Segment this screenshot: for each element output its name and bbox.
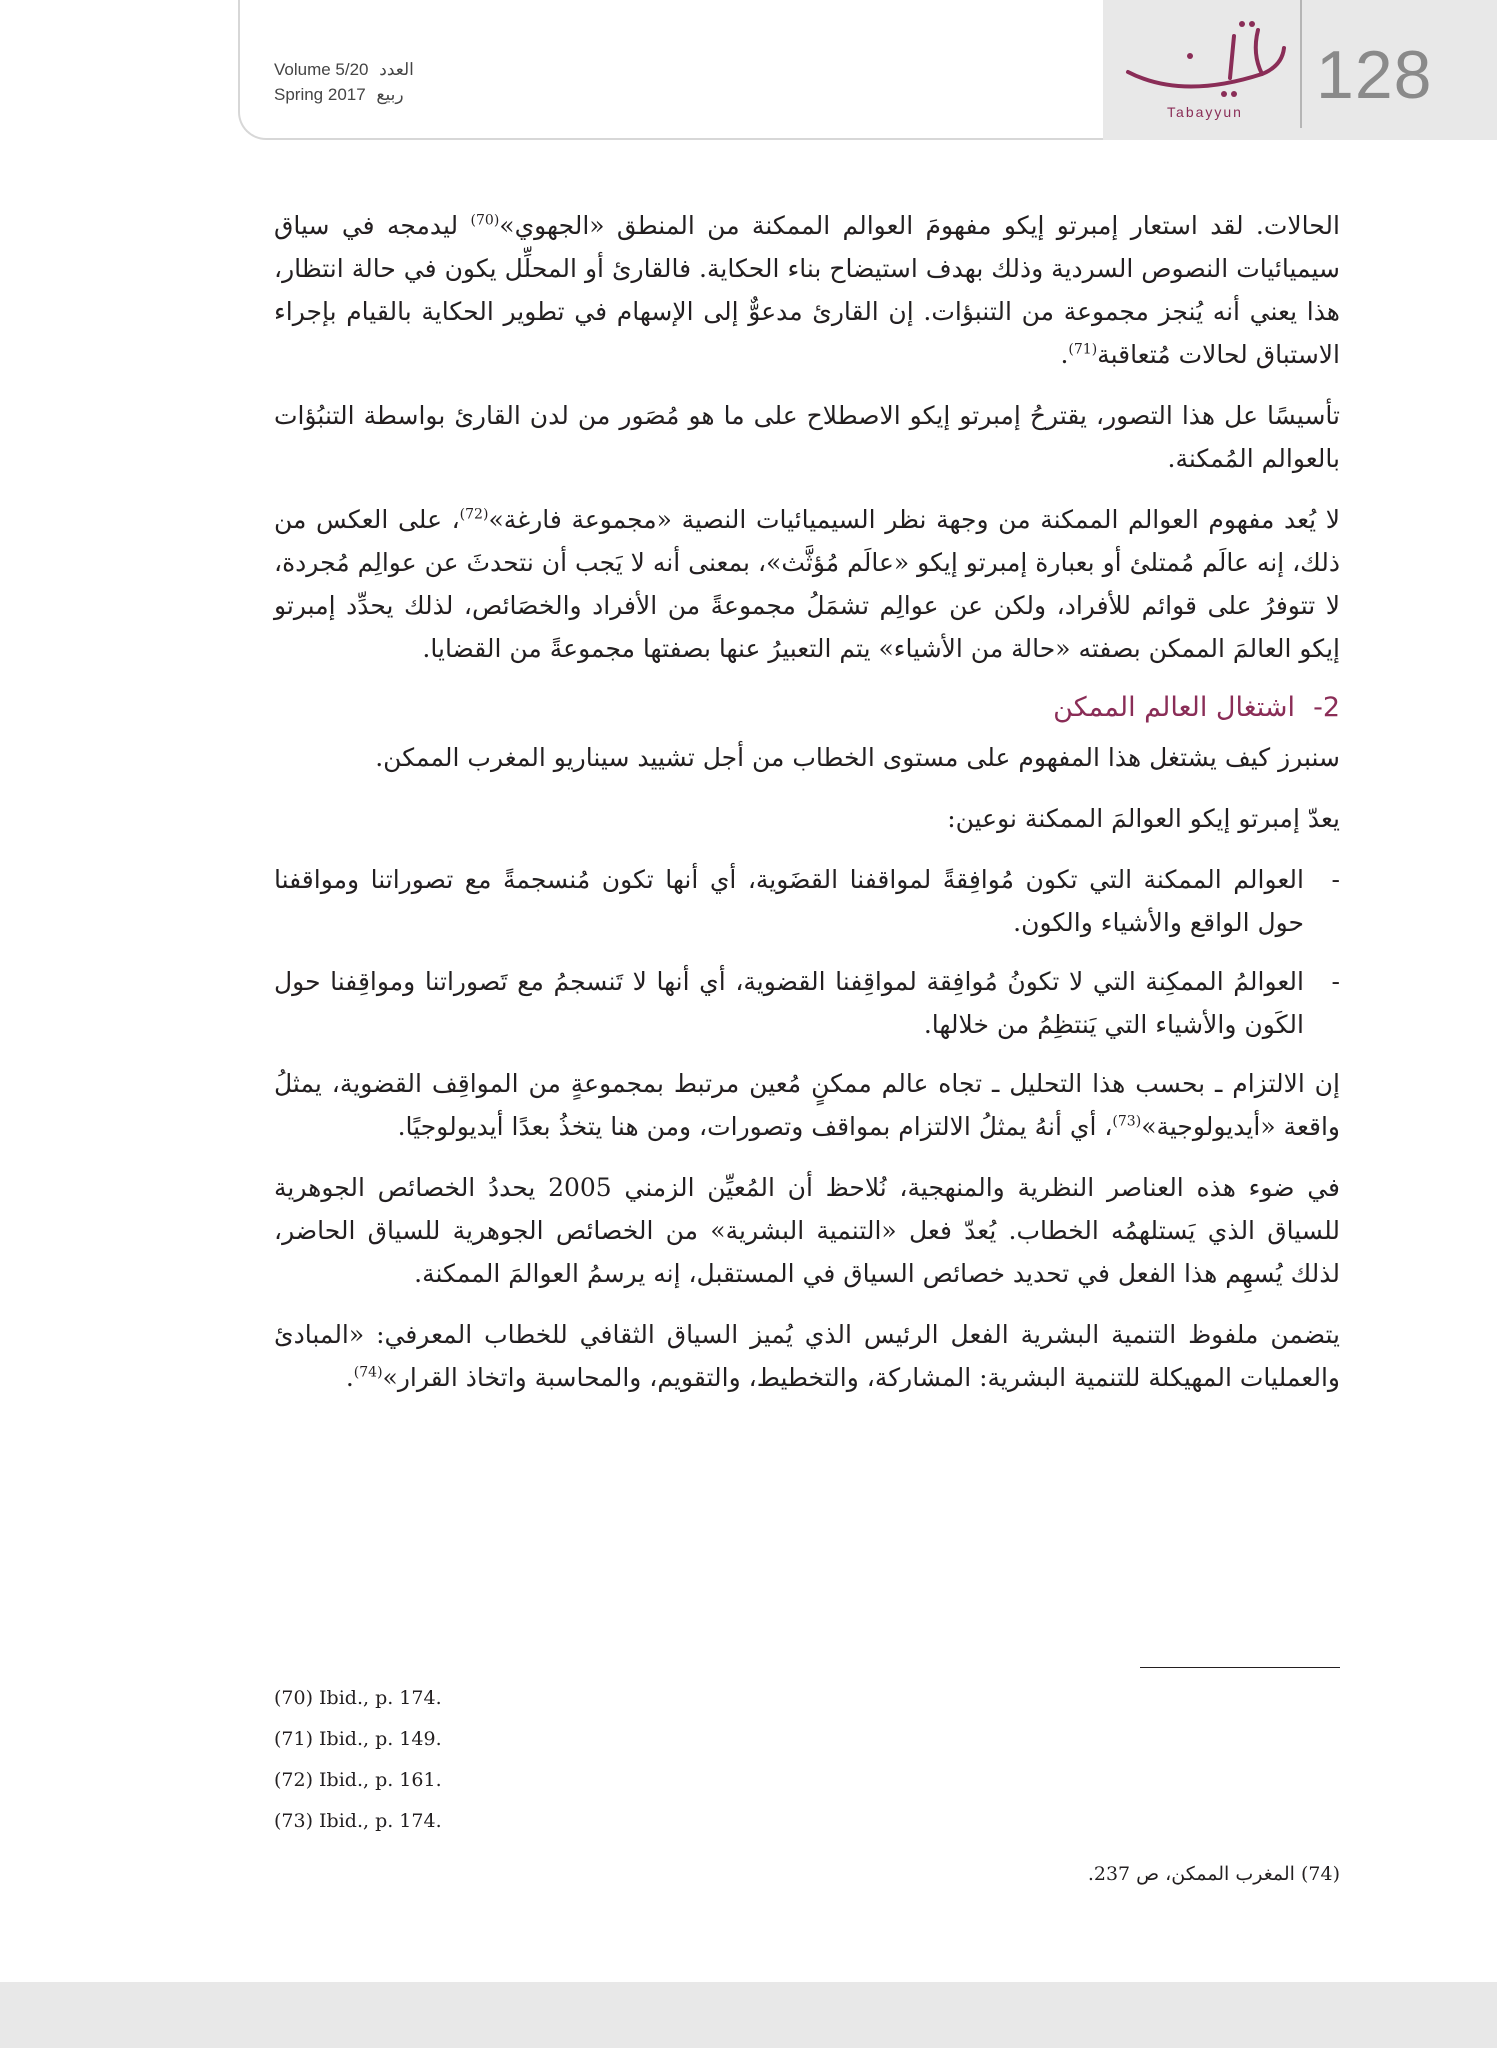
- paragraph-3-rest: ، على العكس من ذلك، إنه عالَم مُمتلئ أو بعبارة إمبرتو إيكو «عالَم مُؤثَّث»، بمعنى أنه لا يَجب أن نتحدثَ عن عوالِم مُجردة، لا تتوفرُ على قوائم للأفراد، ولكن عن عوالِم تشمَلُ مجموعةً من الأفراد والخصَائص، لذلك يحدِّد إمبرتو إيكو العالمَ الممكن بصفته «حالة من الأشياء» يتم التعبيرُ عنها بصفتها مجموعةً من القضايا.: [274, 505, 1340, 663]
- paragraph-8-text: يتضمن ملفوظ التنمية البشرية الفعل الرئيس الذي يُميز السياق الثقافي للخطاب المعرفي: «المبادئ والعمليات المهيكلة للتنمية البشرية: المشاركة، والتخطيط، والتقويم، والمحاسبة واتخاذ القرار»: [274, 1320, 1340, 1392]
- footnote-ref-73[interactable]: (73): [1112, 1113, 1142, 1130]
- paragraph-8: [274, 1313, 1340, 1399]
- bottom-band: [0, 1982, 1497, 2048]
- page-number: 128: [1316, 37, 1433, 113]
- bullet-dash: -: [1331, 865, 1340, 894]
- season-line: [274, 83, 414, 108]
- footnote-73: (73) Ibid., p. 174.: [274, 1810, 442, 1832]
- section-number: 2-: [1313, 692, 1340, 723]
- brand-divider: [1300, 0, 1302, 128]
- paragraph-5: يعدّ إمبرتو إيكو العوالمَ الممكنة نوعين:: [947, 804, 1340, 833]
- footnote-ref-72[interactable]: (72): [459, 506, 489, 523]
- paragraph-4: سنبرز كيف يشتغل هذا المفهوم على مستوى الخطاب من أجل تشييد سيناريو المغرب الممكن.: [375, 743, 1340, 772]
- logo-latin-text: Tabayyun: [1167, 104, 1243, 120]
- footnote-ref-74[interactable]: (74): [353, 1364, 383, 1381]
- season-label-ar: ربيع: [376, 84, 404, 104]
- section-heading: [274, 688, 1340, 728]
- paragraph-6-text: إن الالتزام ـ بحسب هذا التحليل ـ تجاه عالم ممكنٍ مُعين مرتبط بمجموعةٍ من المواقِف القضوية، يمثلُ واقعة «أيديولوجية»: [274, 1069, 1340, 1141]
- footnote-ref-70[interactable]: (70): [470, 212, 500, 229]
- bullet-dash: -: [1331, 967, 1340, 996]
- season-label: Spring 2017: [274, 84, 366, 104]
- list-item: [274, 858, 1340, 944]
- list-item-text: العوالم الممكنة التي تكون مُوافِقةً لمواقفنا القضَوية، أي أنها تكون مُنسجمةً مع تصوراتنا ومواقفنا حول الواقع والأشياء والكون.: [274, 865, 1304, 937]
- footnote-72: (72) Ibid., p. 161.: [274, 1769, 442, 1791]
- volume-line: [274, 58, 414, 83]
- paragraph-7: في ضوء هذه العناصر النظرية والمنهجية، نُلاحظ أن المُعيِّن الزمني 2005 يحددُ الخصائص الجوهرية للسياق الذي يَستلهمُه الخطاب. يُعدّ فعل «التنمية البشرية» من الخصائص الجوهرية للسياق الحاضر، لذلك يُسهِم هذا الفعل في تحديد خصائص السياق في المستقبل، إنه يرسمُ العوالمَ الممكنة.: [274, 1173, 1341, 1288]
- section-title: اشتغال العالم الممكن: [1053, 692, 1296, 723]
- volume-label: Volume 5/20: [274, 60, 369, 79]
- footnote-71: (71) Ibid., p. 149.: [274, 1728, 442, 1750]
- paragraph-1-rest: ليدمجه في سياق سيميائيات النصوص السردية وذلك بهدف استيضاح بناء الحكاية. فالقارئ أو المحلِّل يكون في حالة انتظار، هذا يعني أنه يُنجز مجموعة من التنبؤات. إن القارئ مدعوٌّ إلى الإسهام في تطوير الحكاية بالقيام بإجراء الاستباق لحالات مُتعاقبة: [274, 211, 1340, 369]
- paragraph-6-rest: ، أي أنهُ يمثلُ الالتزام بمواقف وتصورات، ومن هنا يتخذُ بعدًا أيديولوجيًا.: [397, 1112, 1113, 1141]
- paragraph-1: [274, 204, 1340, 376]
- footnote-74: (74) المغرب الممكن، ص 237.: [1087, 1863, 1340, 1885]
- logo-mark-icon: [1112, 14, 1298, 110]
- paragraph-1-text: الحالات. لقد استعار إمبرتو إيكو مفهومَ العوالم الممكنة من المنطق «الجهوي»: [499, 211, 1340, 240]
- tabayyun-logo: [1112, 14, 1298, 124]
- volume-label-ar: العدد: [379, 60, 414, 79]
- footnotes: [274, 1678, 1340, 1895]
- paragraph-6: [274, 1062, 1340, 1148]
- main-text: [274, 204, 1340, 1417]
- footnote-divider: [1140, 1667, 1340, 1668]
- paragraph-3: [274, 498, 1340, 670]
- paragraph-1-end: .: [1060, 340, 1069, 369]
- issue-info: [274, 58, 414, 107]
- list-item-text: العوالمُ الممكِنة التي لا تكونُ مُوافِقة لمواقِفنا القضوية، أي أنها لا تَنسجمُ مع تَصوراتنا ومواقِفنا حول الكَون والأشياء التي يَنتظِمُ من خلالها.: [274, 967, 1304, 1039]
- paragraph-8-end: .: [345, 1363, 354, 1392]
- footnote-70: (70) Ibid., p. 174.: [274, 1687, 442, 1709]
- list-item: [274, 960, 1340, 1046]
- footnote-ref-71[interactable]: (71): [1068, 341, 1098, 358]
- paragraph-2: تأسيسًا عل هذا التصور، يقترحُ إمبرتو إيكو الاصطلاح على ما هو مُصَور من لدن القارئ بواسطة التنبُؤات بالعوالم المُمكنة.: [274, 401, 1340, 473]
- paragraph-3-text: لا يُعد مفهوم العوالم الممكنة من وجهة نظر السيميائيات النصية «مجموعة فارغة»: [488, 505, 1340, 534]
- bullet-list: [274, 858, 1340, 1046]
